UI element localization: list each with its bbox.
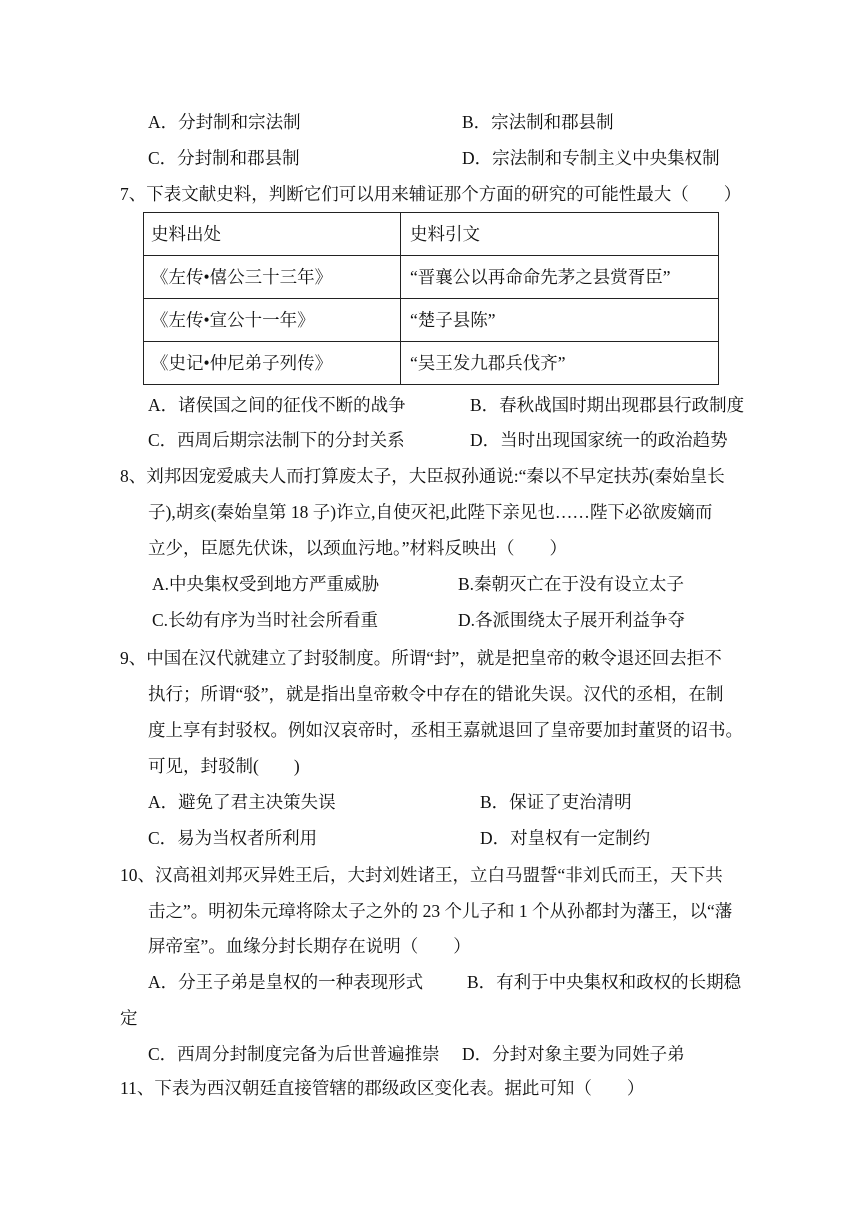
table-header-cell: 史料引文 [401, 213, 719, 256]
option-b: B．宗法制和郡县制 [462, 112, 614, 132]
table-row [144, 256, 719, 299]
question-stem-line: 10、汉高祖刘邦灭异姓王后，大封刘姓诸王，立白马盟誓“非刘氏而王，天下共 [120, 865, 723, 885]
option-d: D．分封对象主要为同姓子弟 [462, 1044, 685, 1064]
question-stem-line: 屏帝室”。血缘分封长期存在说明（ ） [148, 936, 471, 956]
question-stem-line: 击之”。明初朱元璋将除太子之外的 23 个儿子和 1 个从孙都封为藩王，以“藩 [148, 901, 733, 921]
table-header-cell: 史料出处 [144, 213, 401, 256]
option-a: A．分封制和宗法制 [148, 112, 301, 132]
option-b: B．保证了吏治清明 [480, 792, 632, 812]
option-c: C．分封制和郡县制 [148, 148, 300, 168]
question-stem-line: 度上享有封驳权。例如汉哀帝时，丞相王嘉就退回了皇帝要加封董贤的诏书。 [148, 720, 743, 740]
table-cell: “晋襄公以再命命先茅之县赏胥臣” [401, 256, 719, 299]
question-stem-line: 9、中国在汉代就建立了封驳制度。所谓“封”，就是把皇帝的敕令退还回去拒不 [120, 648, 722, 668]
question-stem-line: 子),胡亥(秦始皇第 18 子)诈立,自使灭祀,此陛下亲见也……陛下必欲废嫡而 [148, 502, 713, 522]
table-row [144, 299, 719, 342]
option-c: C．西周后期宗法制下的分封关系 [148, 430, 405, 450]
option-a: A．避免了君主决策失误 [148, 792, 336, 812]
option-b: B.秦朝灭亡在于没有设立太子 [458, 574, 685, 594]
question-stem-line: 立少，臣愿先伏诛，以颈血污地。”材料反映出（ ） [148, 538, 568, 558]
option-d: D．对皇权有一定制约 [480, 828, 651, 848]
table-cell: “楚子县陈” [401, 299, 719, 342]
option-c: C．易为当权者所利用 [148, 828, 318, 848]
option-b-wrap: 定 [120, 1008, 138, 1028]
option-b: B．有利于中央集权和政权的长期稳 [467, 972, 742, 992]
option-a: A．分王子弟是皇权的一种表现形式 [148, 972, 424, 992]
table-row [144, 342, 719, 385]
source-table [143, 212, 719, 385]
option-d: D．宗法制和专制主义中央集权制 [462, 148, 720, 168]
option-d: D.各派围绕太子展开利益争夺 [458, 610, 686, 630]
option-c: C．西周分封制度完备为后世普遍推崇 [148, 1044, 440, 1064]
option-d: D．当时出现国家统一的政治趋势 [470, 430, 728, 450]
table-header-row [144, 213, 719, 256]
question-stem-line: 执行；所谓“驳”，就是指出皇帝敕令中存在的错讹失误。汉代的丞相，在制 [148, 684, 724, 704]
option-a: A．诸侯国之间的征伐不断的战争 [148, 395, 406, 415]
question-stem: 7、下表文献史料，判断它们可以用来辅证那个方面的研究的可能性最大（ ） [120, 184, 742, 204]
table-cell: 《左传•宣公十一年》 [144, 299, 401, 342]
table-cell: 《史记•仲尼弟子列传》 [144, 342, 401, 385]
option-b: B．春秋战国时期出现郡县行政制度 [470, 395, 745, 415]
question-stem-line: 8、刘邦因宠爱戚夫人而打算废太子，大臣叔孙通说:“秦以不早定扶苏(秦始皇长 [120, 466, 725, 486]
table-cell: “吴王发九郡兵伐齐” [401, 342, 719, 385]
question-stem-line: 可见，封驳制( ) [148, 756, 300, 776]
option-c: C.长幼有序为当时社会所看重 [152, 610, 379, 630]
table-cell: 《左传•僖公三十三年》 [144, 256, 401, 299]
question-stem: 11、下表为西汉朝廷直接管辖的郡级政区变化表。据此可知（ ） [120, 1078, 645, 1098]
option-a: A.中央集权受到地方严重威胁 [152, 574, 380, 594]
